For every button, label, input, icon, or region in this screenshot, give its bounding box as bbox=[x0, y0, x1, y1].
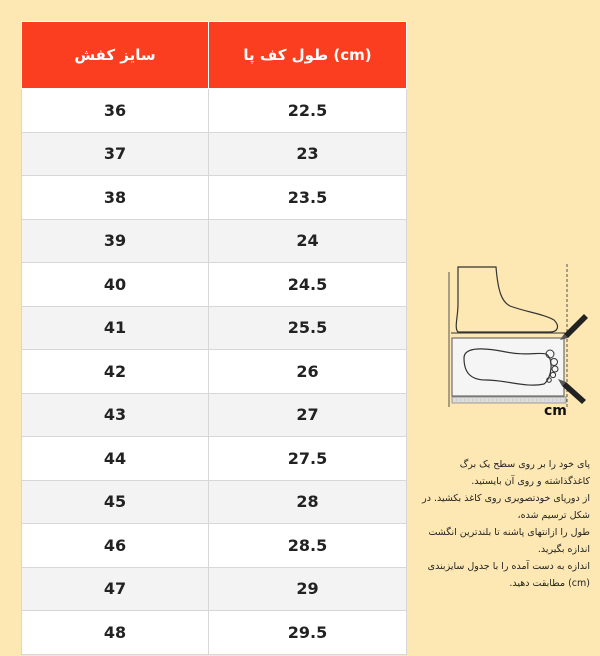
table-row bbox=[22, 437, 407, 481]
shoe-size-cell: 45 bbox=[22, 480, 209, 524]
shoe-size-cell: 41 bbox=[22, 306, 209, 350]
shoe-size-cell: 44 bbox=[22, 437, 209, 481]
foot-length-cell: 27.5 bbox=[209, 437, 407, 481]
measuring-instructions bbox=[420, 456, 590, 592]
table-row bbox=[22, 480, 407, 524]
unit-label: cm bbox=[544, 403, 567, 419]
foot-length-cell: 22.5 bbox=[209, 89, 407, 133]
shoe-size-cell: 47 bbox=[22, 567, 209, 611]
shoe-size-cell: 43 bbox=[22, 393, 209, 437]
size-chart-table bbox=[21, 21, 407, 655]
foot-length-cell: 23.5 bbox=[209, 176, 407, 220]
foot-measure-diagram bbox=[446, 262, 598, 422]
instruction-line: اندازه به دست آمده را با جدول سایزبندی (cm) مطابقت دهید. bbox=[427, 561, 590, 589]
foot-length-cell: 29.5 bbox=[209, 611, 407, 655]
table-row bbox=[22, 524, 407, 568]
foot-length-cell: 28 bbox=[209, 480, 407, 524]
table-row bbox=[22, 393, 407, 437]
foot-length-cell: 28.5 bbox=[209, 524, 407, 568]
foot-length-cell: 23 bbox=[209, 132, 407, 176]
table-row bbox=[22, 132, 407, 176]
shoe-size-cell: 40 bbox=[22, 263, 209, 307]
table-header-row bbox=[22, 22, 407, 89]
shoe-size-cell: 36 bbox=[22, 89, 209, 133]
shoe-size-cell: 37 bbox=[22, 132, 209, 176]
instruction-line: پای خود را بر روی سطح یک برگ کاغذگذاشته و روی آن بایستید. bbox=[459, 459, 590, 487]
shoe-size-cell: 39 bbox=[22, 219, 209, 263]
instruction-line: طول را ازانتهای پاشنه تا بلندترین انگشت اندازه بگیرید. bbox=[428, 527, 590, 555]
foot-length-cell: 24 bbox=[209, 219, 407, 263]
foot-length-cell: 27 bbox=[209, 393, 407, 437]
table-row bbox=[22, 611, 407, 655]
table-row bbox=[22, 350, 407, 394]
table-row bbox=[22, 263, 407, 307]
shoe-size-cell: 42 bbox=[22, 350, 209, 394]
shoe-size-cell: 46 bbox=[22, 524, 209, 568]
table-row bbox=[22, 89, 407, 133]
header-foot-length: طول کف پا (cm) bbox=[209, 22, 407, 89]
shoe-size-cell: 38 bbox=[22, 176, 209, 220]
table-row bbox=[22, 219, 407, 263]
table-body bbox=[22, 89, 407, 655]
foot-length-cell: 24.5 bbox=[209, 263, 407, 307]
shoe-size-cell: 48 bbox=[22, 611, 209, 655]
instruction-line: از دورپای خودتصویری روی کاغذ بکشید. در شکل ترسیم شده، bbox=[422, 493, 590, 521]
pen-icon bbox=[560, 314, 588, 340]
table-row bbox=[22, 176, 407, 220]
table-row bbox=[22, 567, 407, 611]
foot-length-cell: 25.5 bbox=[209, 306, 407, 350]
table-row bbox=[22, 306, 407, 350]
foot-top-icon bbox=[452, 338, 564, 396]
foot-length-cell: 29 bbox=[209, 567, 407, 611]
foot-length-cell: 26 bbox=[209, 350, 407, 394]
header-shoe-size: سایز کفش bbox=[22, 22, 209, 89]
